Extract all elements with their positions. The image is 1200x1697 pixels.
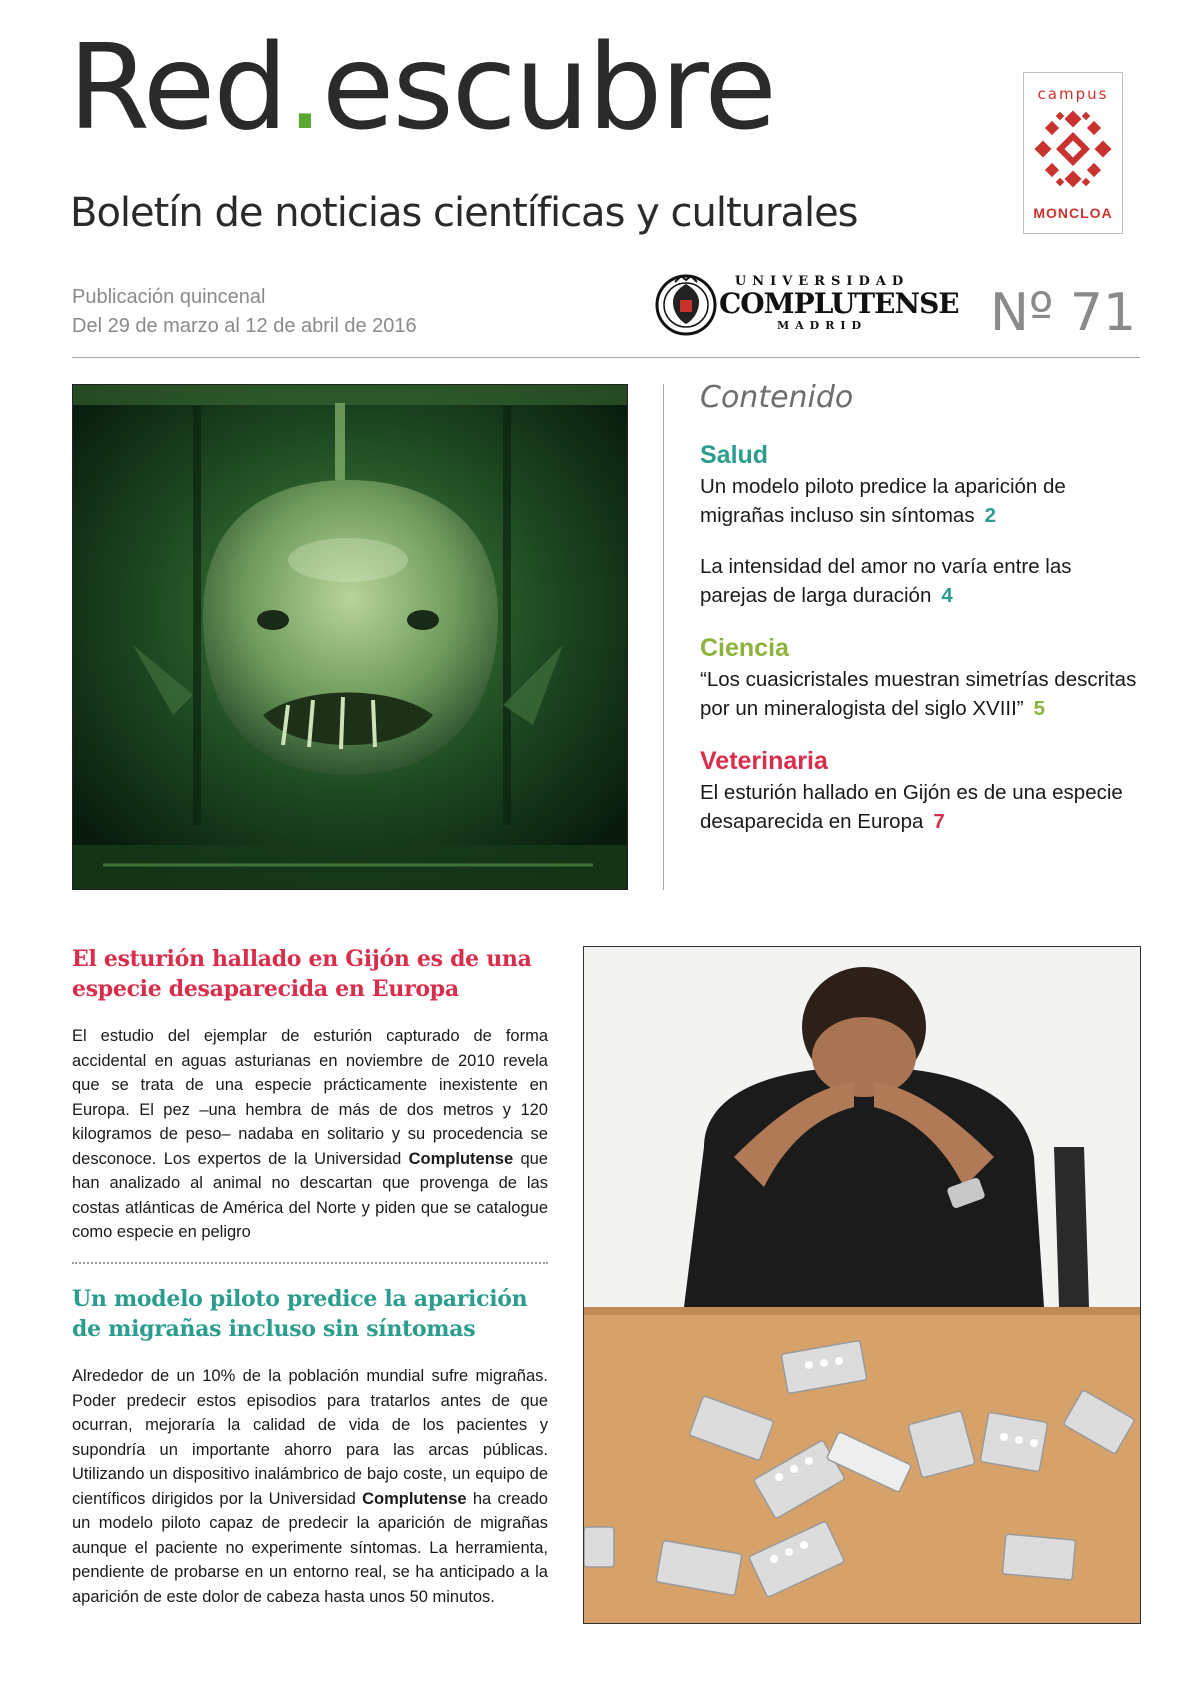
masthead-title [68,18,775,156]
toc-entry-amor[interactable] [700,552,1140,610]
publication-dates: Del 29 de marzo al 12 de abril de 2016 [72,315,417,337]
university-logo [655,270,959,342]
toc-section-veterinaria[interactable]: Veterinaria [700,747,828,775]
contents-panel [700,380,1140,858]
university-crest-icon [655,270,717,340]
article-body [72,1024,548,1245]
toc-entry-cuasicristales[interactable] [700,665,1140,723]
article-migranas [72,1284,548,1609]
article-body [72,1364,548,1609]
article-body-text: Alrededor de un 10% de la población mundial sufre migrañas. Poder predecir estos episodios para tratarlos antes de que ocurran, mejoraría la calidad de vida de los pacientes y supondría un importante ahorro para las arcas públicas. Utilizando un dispositivo inalámbrico de bajo coste, un equipo de científicos dirigidos por la Universidad [72,1367,548,1508]
toc-entry-title: El esturión hallado en Gijón es de una especie desaparecida en Europa [700,781,1123,833]
campus-logo-top-text: campus [1037,85,1109,103]
campus-moncloa-logo [1023,72,1123,234]
masthead-subtitle: Boletín de noticias científicas y culturales [70,190,858,236]
contents-heading: Contenido [700,380,854,415]
headache-illustration [584,947,1140,1623]
article-body-text: que han analizado al animal no descartan que provenga de las costas atlánticas de América del Norte y piden que se catalogue como especie en peligro [72,1149,548,1241]
photo-man-headache [583,946,1141,1624]
campus-logo-emblem-icon [1033,109,1113,189]
article-headline[interactable]: Un modelo piloto predice la aparición de migrañas incluso sin síntomas [72,1286,528,1342]
title-green-dot: . [286,18,322,156]
article-body-text: El estudio del ejemplar de esturión capturado de forma accidental en aguas asturianas en noviembre de 2010 revela que se trata de una especie prácticamente inexistente en Europa. El pez –una hembra de más de dos metros y 120 kilogramos de peso– nadaba en solitario y su procedencia se desconoce. Los expertos de la Universidad [72,1027,548,1168]
article-separator [72,1262,548,1264]
university-name-line1: UNIVERSIDAD [734,274,910,289]
university-name-line3: MADRID [776,319,868,332]
toc-section-salud[interactable]: Salud [700,441,769,469]
title-part-red: Red [68,18,287,156]
article-body-text: ha creado un modelo piloto capaz de predecir la aparición de migrañas aunque el paciente no experimente síntomas. La herramienta, pendiente de probarse en un entorno real, se ha anticipado a la aparición de este dolor de cabeza hasta unos 50 minutos. [72,1489,548,1606]
university-name-line2: COMPLUTENSE [719,287,959,320]
toc-entry-page: 7 [933,810,945,833]
toc-entry-page: 2 [984,504,996,527]
article-body-bold: Complutense [362,1489,467,1508]
toc-entry-title: Un modelo piloto predice la aparición de migrañas incluso sin síntomas [700,475,1066,527]
toc-entry-esturion[interactable] [700,778,1140,836]
header-divider [72,357,1140,358]
article-headline[interactable]: El esturión hallado en Gijón es de una especie desaparecida en Europa [72,946,532,1002]
article-body-bold: Complutense [408,1149,514,1168]
issue-number: Nº 71 [990,283,1137,343]
toc-entry-page: 5 [1033,697,1046,720]
toc-entry-title: La intensidad del amor no varía entre las parejas de larga duración [700,555,1072,607]
article-esturion [72,944,548,1245]
cover-image-sturgeon [72,384,628,890]
toc-entry-title: “Los cuasicristales muestran simetrías descritas por un mineralogista del siglo XVIII” [700,668,1137,720]
toc-entry-migranas[interactable] [700,472,1140,530]
publication-frequency: Publicación quincenal [72,286,266,308]
title-part-escubre: escubre [321,18,775,156]
publication-info [72,283,417,341]
campus-logo-bottom-text: MONCLOA [1033,205,1113,221]
column-divider [663,384,664,890]
sturgeon-illustration [73,385,627,889]
toc-entry-page: 4 [941,584,953,607]
toc-section-ciencia[interactable]: Ciencia [700,634,789,662]
